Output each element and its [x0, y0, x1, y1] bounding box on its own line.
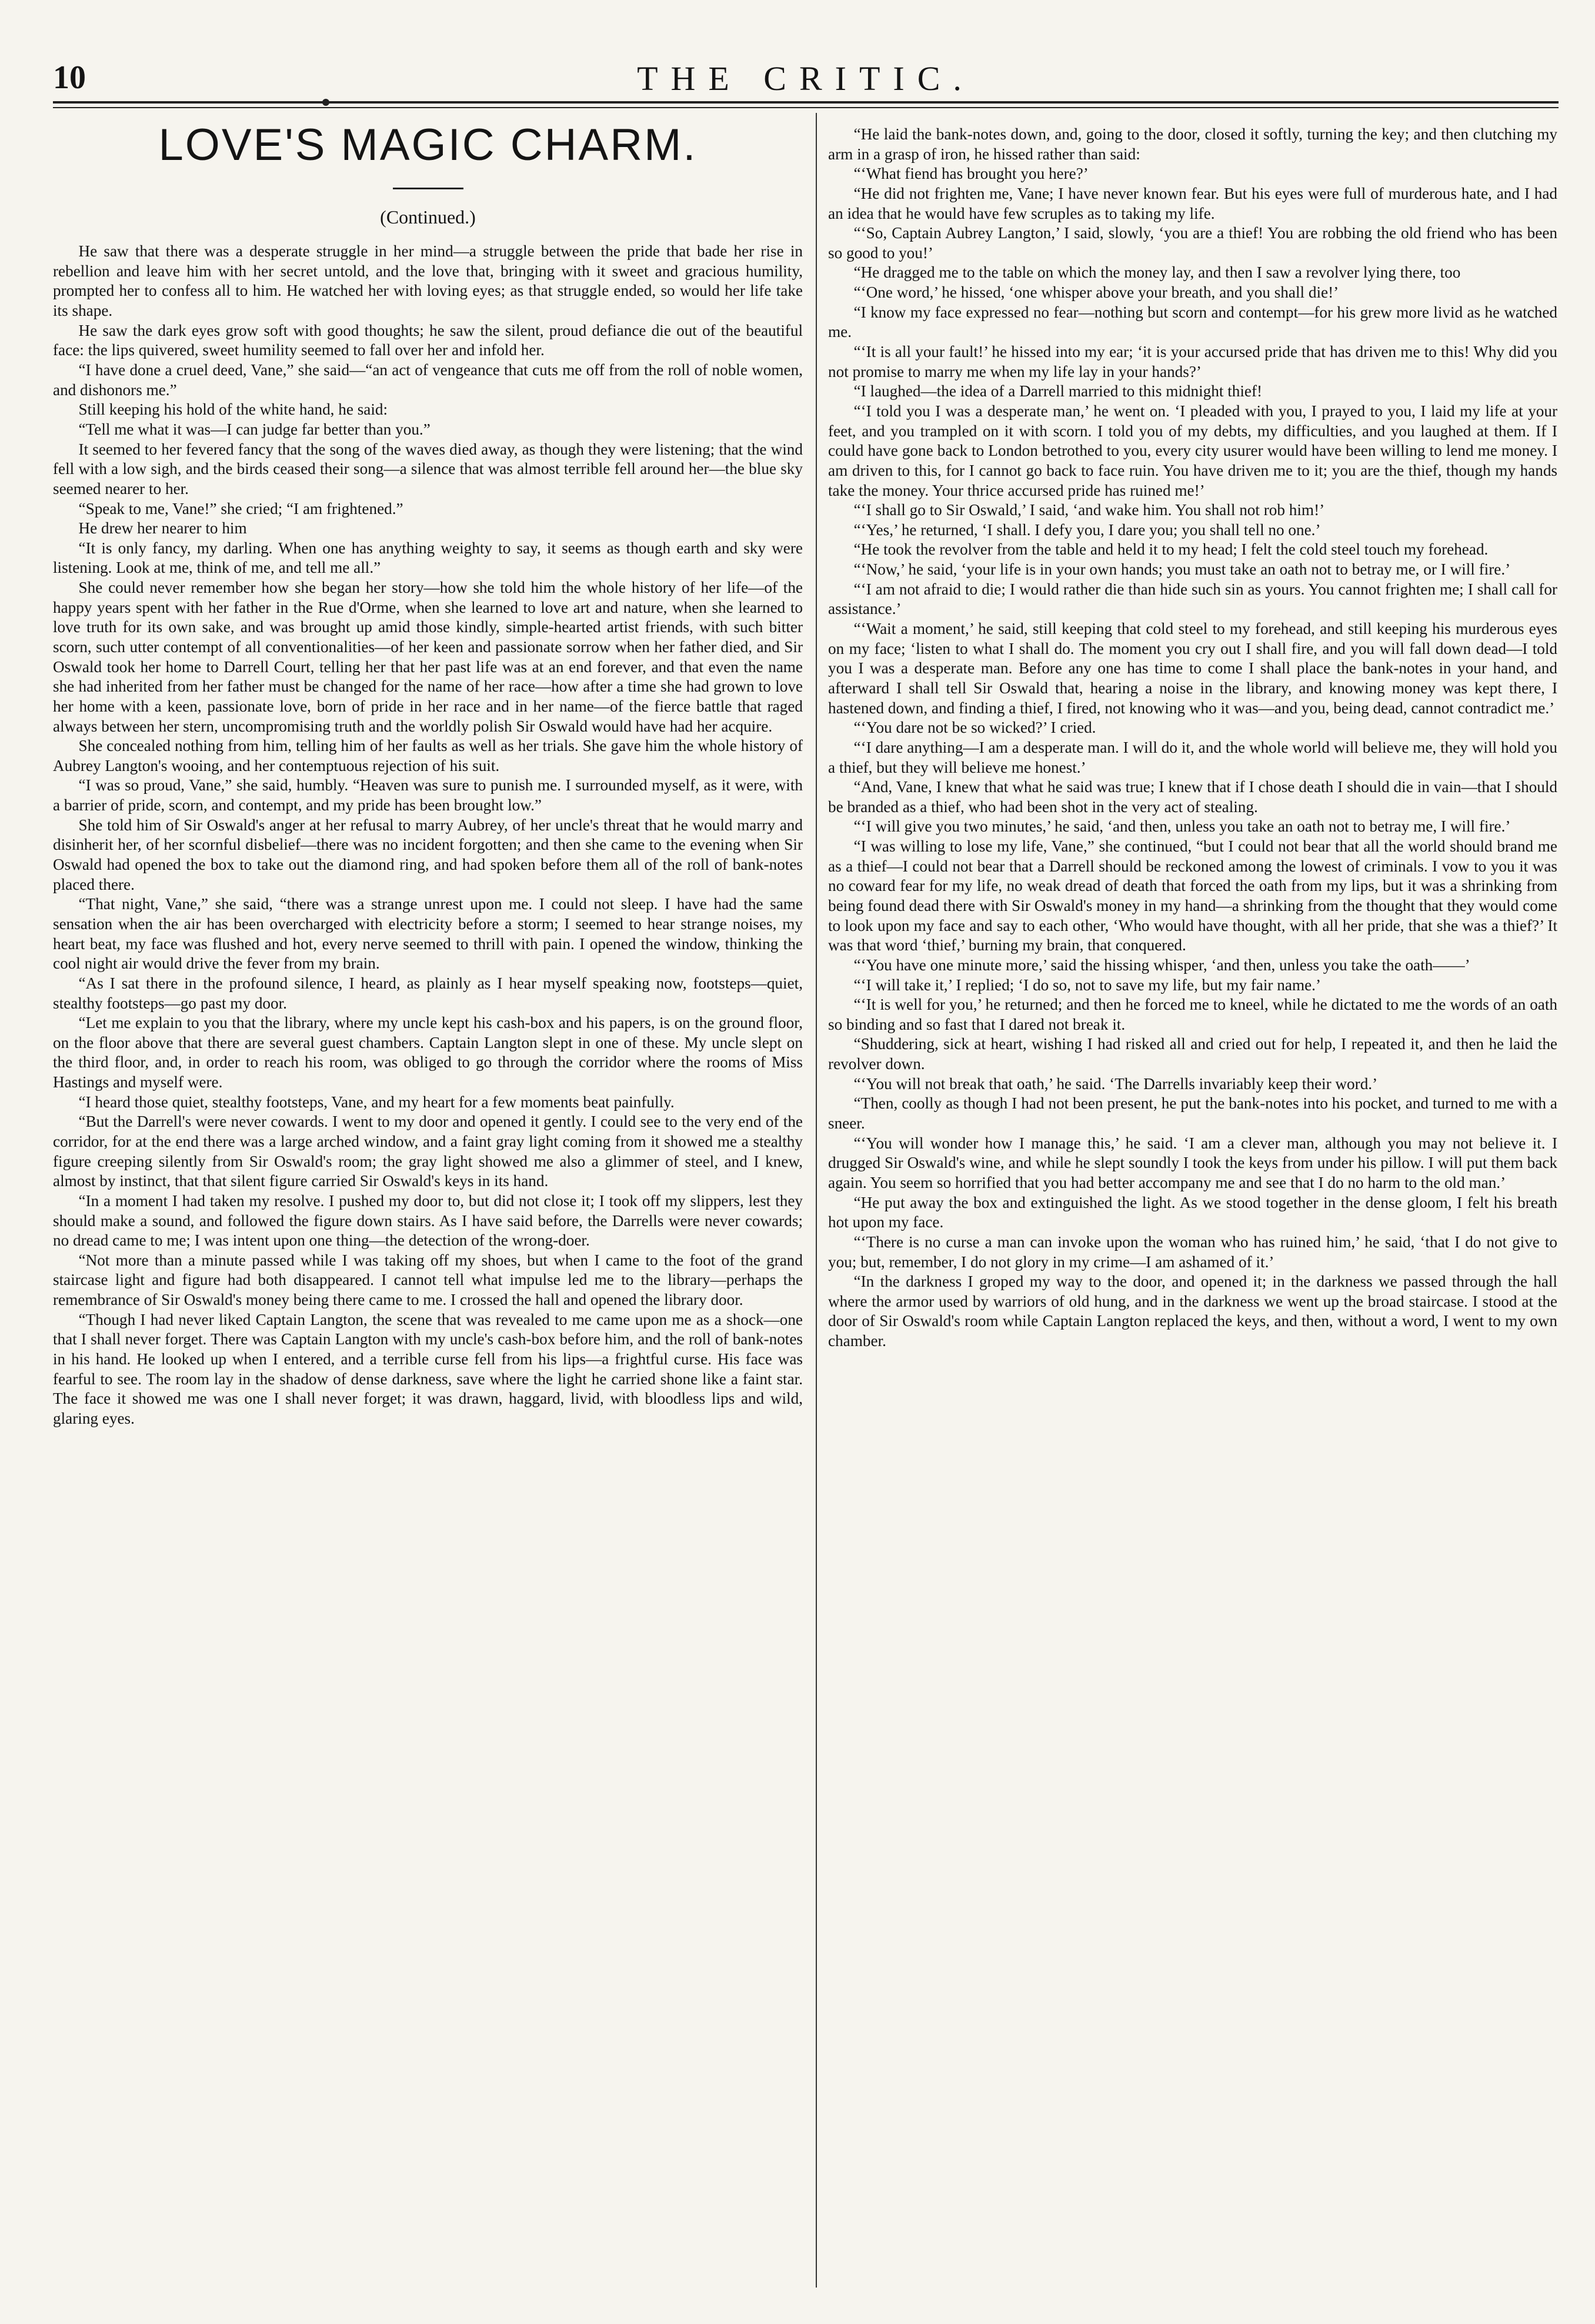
paragraph: “It is only fancy, my darling. When one has anything weighty to say, it seems as though earth and sky were listening. Look at me, think of me, and tell me all.” [53, 539, 803, 577]
story-title: LOVE'S MAGIC CHARM. [158, 121, 698, 170]
paragraph: “I heard those quiet, stealthy footsteps, Vane, and my heart for a few moments beat painfully. [78, 1093, 675, 1111]
paragraph: “‘You have one minute more,’ said the hissing whisper, ‘and then, unless you take the oath——’ [853, 956, 1470, 974]
paragraph: “And, Vane, I knew that what he said was true; I knew that if I chose death I should die in vain—that I should be branded as a thief, who had been shot in the very act of stealing. [828, 778, 1557, 816]
paragraph: She concealed nothing from him, telling him of her faults as well as her trials. She gave him the whole history of Aubrey Langton's wooing, and her contemptuous rejection of his suit. [53, 737, 803, 774]
paragraph: “‘I shall go to Sir Oswald,’ I said, ‘and wake him. You shall not rob him!’ [853, 501, 1325, 519]
paragraph: “‘I told you I was a desperate man,’ he went on. ‘I pleaded with you, I prayed to you, I laid my life at your feet, and you trampled on it with scorn. I told you of my debts, my difficulties, and you laughed at them. If I could have gone back to London betrothed to you, every city usurer would have been willing to lend me money. I am driven to this, for I cannot go back to face ruin. You have driven me to it; you are the thief, though my hands take the money. Your thrice accursed pride has ruined me!’ [828, 402, 1557, 499]
paragraph: “Speak to me, Vane!” she cried; “I am frightened.” [78, 499, 403, 517]
header-rule-thin [53, 107, 1559, 108]
paragraph: “He laid the bank-notes down, and, going to the door, closed it softly, turning the key; and then clutching my arm in a grasp of iron, he hissed rather than said: [828, 125, 1557, 163]
paragraph: He drew her nearer to him [78, 519, 247, 537]
paragraph: “I was willing to lose my life, Vane,” she continued, “but I could not bear that all the world should brand me as a thief—I could not bear that a Darrell should be reckoned among the lowest of criminals. I vow to you it was no coward fear for my life, no weak dread of death that forced the oath from my lips, but it was a shrinking from being found dead there with Sir Oswald's money in my hand—a shrinking from the thought that they would come to look upon my face and say to each other, ‘Who would have thought, with all her pride, that she was a thief?’ It was that word ‘thief,’ burning my brain, that conquered. [828, 837, 1557, 954]
paragraph: “‘It is all your fault!’ he hissed into my ear; ‘it is your accursed pride that has driven me to this! Why did you not promise to marry me when my life lay in your hands?’ [828, 343, 1557, 380]
paragraph: “‘I will give you two minutes,’ he said, ‘and then, unless you take an oath not to betray me, I will fire.’ [853, 817, 1511, 836]
paragraph: “‘It is well for you,’ he returned; and then he forced me to kneel, while he dictated to me the words of an oath so binding and so fast that I dared not break it. [828, 996, 1557, 1033]
paragraph: “‘There is no curse a man can invoke upon the woman who has ruined him,’ he said, ‘that I do not give to you; but, remember, I do not glory in my crime—I am ashamed of it.’ [828, 1233, 1557, 1271]
paragraph: “‘I will take it,’ I replied; ‘I do so, not to save my life, but my fair name.’ [853, 976, 1322, 994]
paragraph: “In a moment I had taken my resolve. I pushed my door to, but did not close it; I took off my slippers, lest they should make a sound, and followed the figure down stairs. As I have said before, the Darrells were never cowards; no dread came to me; I was intent upon one thing—the detection of the wrong-doer. [53, 1191, 803, 1250]
paragraph: “‘You will wonder how I manage this,’ he said. ‘I am a clever man, although you may not believe it. I drugged Sir Oswald's wine, and while he slept soundly I took the keys from under his pillow. I will put them back again. You seem so horrified that you had better accompany me and see that I do no harm to the old man.’ [828, 1134, 1557, 1191]
paragraph: “He put away the box and extinguished the light. As we stood together in the dense gloom, I felt his breath hot upon my face. [828, 1193, 1557, 1231]
header-rule-thick [53, 101, 1559, 103]
paragraph: “In the darkness I groped my way to the door, and opened it; in the darkness we passed through the hall where the armor used by warriors of old hung, and in the darkness we went up the broad staircase. I stood at the door of Sir Oswald's room while Captain Langton replaced the keys, and then, without a word, I went to my own chamber. [828, 1273, 1557, 1350]
paragraph: “I have done a cruel deed, Vane,” she said—“an act of vengeance that cuts me off from the roll of noble women, and dishonors me.” [53, 361, 803, 399]
continued-note: (Continued.) [380, 206, 476, 228]
paragraph: She could never remember how she began her story—how she told him the whole history of her life—of the happy years spent with her father in the Rue d'Orme, when she learned to love art and nature, when she learned to love truth for its own sake, and was brought up amid those kindly, simple-hearted artist friends, with such bitter scorn, such utter contempt of all conventionalities—of her keen and passionate sorrow when her father died, and Sir Oswald took her home to Darrell Court, telling her that her past life was at an end forever, and that even the name she had inherited from her father must be changed for the name of her race—how after a time she had grown to love her home with a keen, passionate love, born of pride in her race and in her name—of the fierce battle that raged always between her stern, uncompromising truth and the worldly polish Sir Oswald would have had her acquire. [53, 579, 803, 735]
paragraph: “‘Now,’ he said, ‘your life is in your own hands; you must take an oath not to betray me, or I will fire.’ [853, 560, 1511, 579]
paragraph: “I know my face expressed no fear—nothing but scorn and contempt—for his grew more livid as he watched me. [828, 303, 1557, 341]
paragraph: “Then, coolly as though I had not been present, he put the bank-notes into his pocket, and turned to me with a sneer. [828, 1094, 1557, 1133]
header-rule-ornament [322, 99, 329, 106]
right-column-text [828, 125, 1557, 1351]
paragraph: “I laughed—the idea of a Darrell married to this midnight thief! [853, 382, 1263, 400]
left-column-text [53, 242, 803, 1428]
left-column [53, 121, 803, 2296]
paragraph: “‘I dare anything—I am a desperate man. I will do it, and the whole world will believe me, they will hold you a thief, but they will believe me honest.’ [828, 738, 1557, 776]
column-divider [816, 113, 817, 2288]
paragraph: “That night, Vane,” she said, “there was a strange unrest upon me. I could not sleep. I have had the same sensation when the air has been overcharged with electricity before a storm; I seemed to hear strange noises, my heart beat, my face was flushed and hot, every nerve seemed to thrill with pain. I opened the window, thinking the cool night air would drive the fever from my brain. [53, 895, 803, 973]
paragraph: He saw the dark eyes grow soft with good thoughts; he saw the silent, proud defiance die out of the beautiful face: the lips quivered, sweet humility seemed to fall over her and infold her. [53, 321, 803, 359]
page-number: 10 [53, 59, 86, 96]
paragraph: It seemed to her fevered fancy that the song of the waves died away, as though they were listening; that the wind fell with a low sigh, and the birds ceased their song—a silence that was almost terrible fell around her—the blue sky seemed nearer to her. [53, 440, 803, 497]
paragraph: “He took the revolver from the table and held it to my head; I felt the cold steel touch my forehead. [853, 540, 1489, 559]
paragraph: “He did not frighten me, Vane; I have never known fear. But his eyes were full of murderous hate, and I had an idea that he would have few scruples as to taking my life. [828, 184, 1557, 222]
paragraph: “‘Wait a moment,’ he said, still keeping that cold steel to my forehead, and still keeping his murderous eyes on my face; ‘listen to what I shall do. The moment you cry out I shall fire, and you will fall down dead—I told you I was a desperate man. Before any one has time to come I shall place the bank-notes in your hand, and afterward I shall tell Sir Oswald that, hearing a noise in the library, and knowing money was kept there, I hastened down, and finding a thief, I fired, not knowing who it was—and you, being dead, cannot contradict me.’ [828, 620, 1557, 717]
paragraph: “I was so proud, Vane,” she said, humbly. “Heaven was sure to punish me. I surrounded myself, as it were, with a barrier of pride, scorn, and contempt, and my pride has been brought low.” [53, 776, 803, 814]
paragraph: “Not more than a minute passed while I was taking off my shoes, but when I came to the foot of the grand staircase light and figure had both disappeared. I cannot tell what impulse led me to the library—perhaps the remembrance of Sir Oswald's money being there came to me. I crossed the hall and opened the library door. [53, 1251, 803, 1309]
paragraph: “‘One word,’ he hissed, ‘one whisper above your breath, and you shall die!’ [853, 283, 1339, 302]
paragraph: “Shuddering, sick at heart, wishing I had risked all and cried out for help, I repeated it, and then he laid the revolver down. [828, 1035, 1557, 1073]
paragraph: “As I sat there in the profound silence, I heard, as plainly as I hear myself speaking now, footsteps—quiet, stealthy footsteps—go past my door. [53, 974, 803, 1012]
paragraph: He saw that there was a desperate struggle in her mind—a struggle between the pride that bade her rise in rebellion and leave him with her secret untold, and the love that, bringing with it sweet and gracious humility, prompted her to confess all to him. He watched her with loving eyes; as that struggle ended, so would her life take its shape. [53, 242, 803, 320]
paragraph: “‘You dare not be so wicked?’ I cried. [853, 719, 1096, 737]
right-column [828, 125, 1557, 2300]
paragraph: “He dragged me to the table on which the money lay, and then I saw a revolver lying there, too [853, 263, 1461, 282]
journal-title: THE CRITIC. [637, 59, 975, 98]
paragraph: Still keeping his hold of the white hand, he said: [78, 400, 388, 419]
paragraph: “‘I am not afraid to die; I would rather die than hide such sin as yours. You cannot frighten me; I shall call for assistance.’ [828, 580, 1557, 618]
running-head [53, 59, 1559, 106]
paragraph: “Though I had never liked Captain Langton, the scene that was revealed to me came upon me as a shock—one that I shall never forget. There was Captain Langton with my uncle's cash-box before him, and the roll of bank-notes in his hand. He looked up when I entered, and a terrible curse fell from his lips—a frightful curse. His face was fearful to see. The room lay in the shadow of dense darkness, save where the light he carried shone like a faint star. The face it showed me was one I shall never forget; it was drawn, haggard, livid, with bloodless lips and wild, glaring eyes. [53, 1310, 803, 1427]
paragraph: “But the Darrell's were never cowards. I went to my door and opened it gently. I could see to the very end of the corridor, for at the end there was a large arched window, and a faint gray light coming from it showed me a stealthy figure creeping silently from Sir Oswald's room; the gray light showed me also a glimmer of steel, and I knew, almost by instinct, that that silent figure carried Sir Oswald's keys in its hand. [53, 1113, 803, 1190]
paragraph: “Tell me what it was—I can judge far better than you.” [78, 420, 431, 438]
paragraph: “Let me explain to you that the library, where my uncle kept his cash-box and his papers, is on the ground floor, on the floor above that there are several guest chambers. Captain Langton slept in one of these. My uncle slept on the third floor, and, in order to reach his room, was obliged to go through the corridor where the rooms of Miss Hastings and myself were. [53, 1014, 803, 1091]
title-rule [393, 188, 463, 189]
paragraph: “‘You will not break that oath,’ he said. ‘The Darrells invariably keep their word.’ [853, 1074, 1378, 1093]
paragraph: “‘Yes,’ he returned, ‘I shall. I defy you, I dare you; you shall tell no one.’ [853, 520, 1321, 539]
paragraph: “‘What fiend has brought you here?’ [853, 165, 1089, 183]
paragraph: “‘So, Captain Aubrey Langton,’ I said, slowly, ‘you are a thief! You are robbing the old friend who has been so good to you!’ [828, 224, 1557, 262]
paragraph: She told him of Sir Oswald's anger at her refusal to marry Aubrey, of her uncle's threat that he would marry and disinherit her, of her scornful disbelief—there was no incident forgotten; and then she came to the evening when Sir Oswald had opened the box to take out the diamond ring, and had spoken before them all of the roll of bank-notes placed there. [53, 816, 803, 893]
